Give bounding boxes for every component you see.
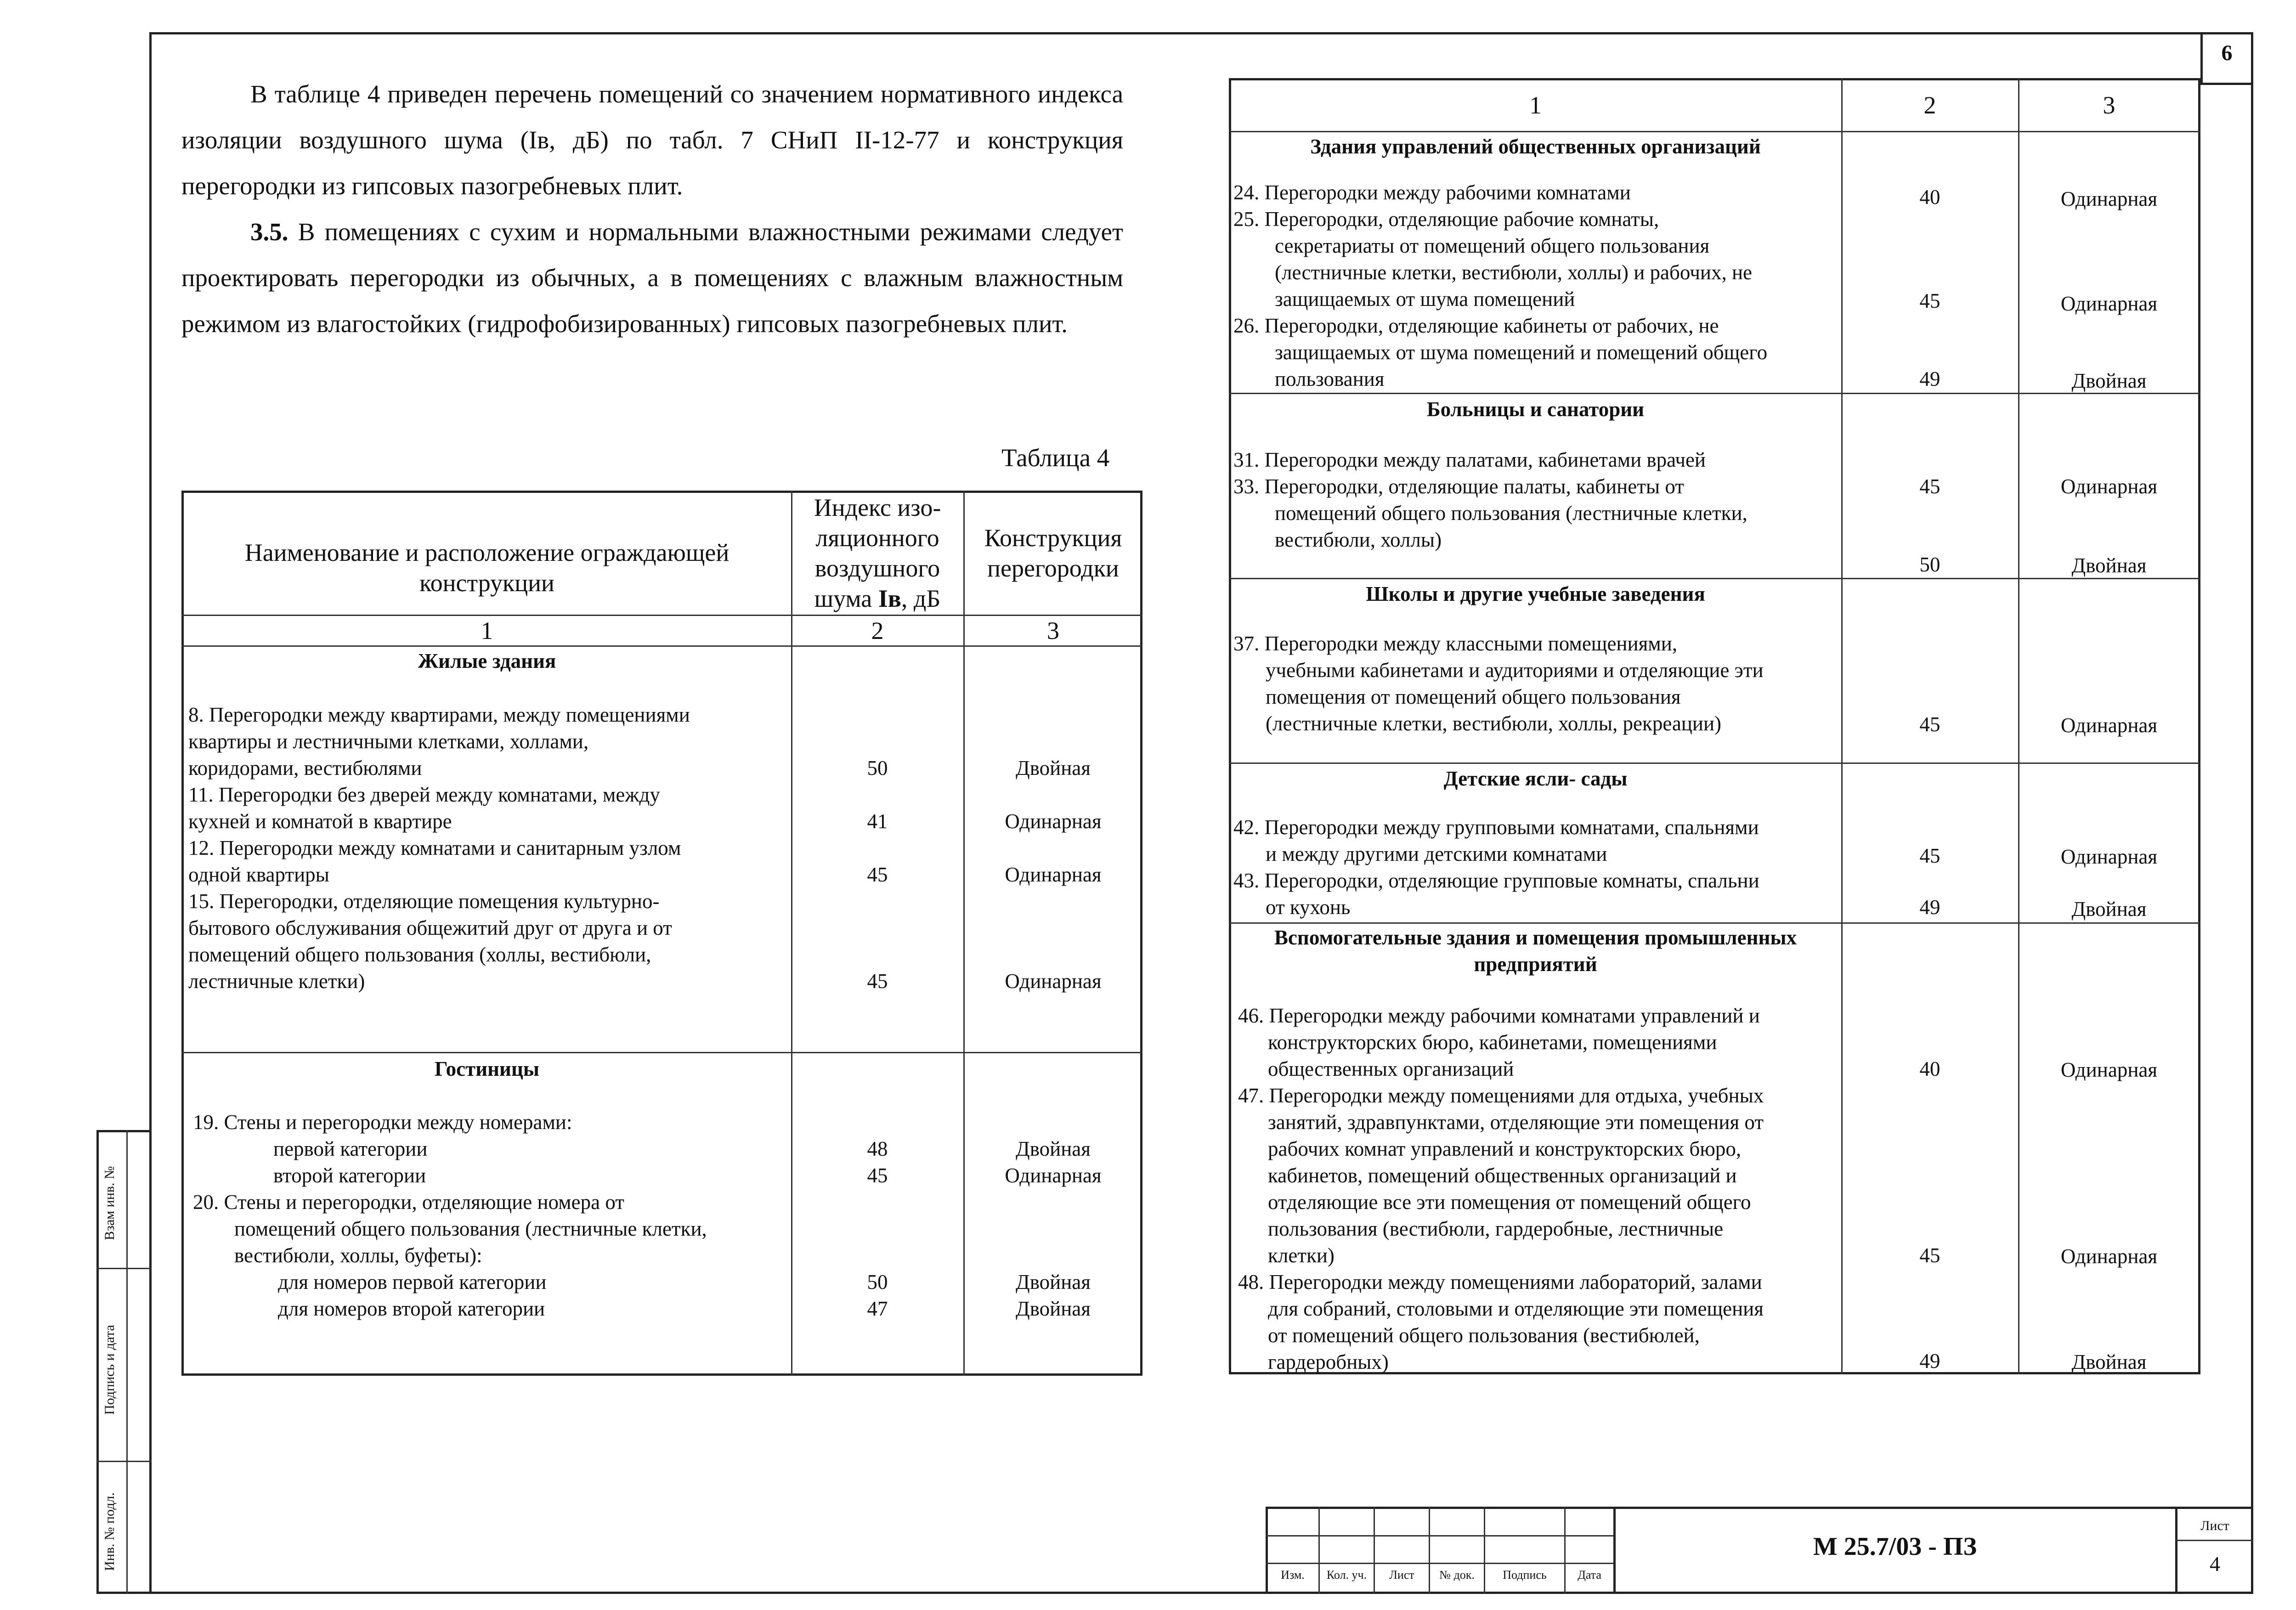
right-row-text: 26. Перегородки, отделяющие кабинеты от рабочих, не xyxy=(1233,314,1719,337)
right-row-text: отделяющие все эти помещения от помещений общего xyxy=(1268,1191,1751,1214)
right-row-text: конструкторских бюро, кабинетами, помещениями xyxy=(1268,1031,1717,1054)
right-row-text: от помещений общего пользования (вестибюлей, xyxy=(1268,1324,1700,1347)
left-header-col2-bold: Iв xyxy=(878,585,901,612)
document-code: М 25.7/03 - ПЗ xyxy=(1813,1532,1977,1561)
right-row-text: 43. Перегородки, отделяющие групповые комнаты, спальни xyxy=(1233,869,1759,892)
right-table-number-row-line xyxy=(1229,131,2200,132)
right-col-number-3: 3 xyxy=(2103,91,2115,119)
right-row-construction: Одинарная xyxy=(2060,292,2158,315)
left-section-title-residential: Жилые здания xyxy=(418,650,556,672)
right-row-value: 50 xyxy=(1919,553,1940,576)
right-row-text: от кухонь xyxy=(1266,896,1351,919)
right-row-construction: Одинарная xyxy=(2060,845,2158,868)
stamp-label-ndok: № док. xyxy=(1439,1568,1475,1582)
left-header-col2-unit: , дБ xyxy=(901,585,941,612)
right-section-title-line: Вспомогательные здания и помещения промышленных xyxy=(1274,926,1797,949)
right-table-section-line xyxy=(1229,763,2200,764)
right-row-text: клетки) xyxy=(1268,1244,1335,1267)
right-row-text: защищаемых от шума помещений и помещений общего xyxy=(1275,341,1768,364)
right-row-text: помещений общего пользования (лестничные клетки, xyxy=(1275,502,1747,525)
left-row-value: 50 xyxy=(867,757,888,780)
left-row-value: 41 xyxy=(867,810,888,833)
right-row-value: 40 xyxy=(1919,186,1940,209)
right-row-construction: Одинарная xyxy=(2060,187,2158,210)
right-row-construction: Двойная xyxy=(2071,1350,2147,1373)
side-stamp-row-line xyxy=(96,1461,152,1462)
left-row-text: вестибюли, холлы, буфеты): xyxy=(234,1244,482,1267)
intro-paragraph-2-text: В помещениях с сухим и нормальными влажностными режимами следует проектировать перегородки из обычных, а в помещениях с влажным влажностным режимом из влагостойких (гидрофобизированных) гипсовых пазогребневых плит. xyxy=(181,218,1123,338)
left-row-text: 19. Стены и перегородки между номерами: xyxy=(193,1111,572,1134)
title-block-top-border xyxy=(1266,1507,2253,1509)
stamp-label-kol: Кол. уч. xyxy=(1326,1568,1367,1582)
left-row-text: коридорами, вестибюлями xyxy=(188,757,422,780)
right-row-construction: Одинарная xyxy=(2060,1058,2158,1081)
right-row-value: 45 xyxy=(1919,475,1940,498)
left-header-col2-line: ляционного xyxy=(815,524,939,552)
right-section-title-industrial xyxy=(1231,924,1840,977)
right-row-construction: Двойная xyxy=(2071,554,2147,577)
side-label-original-inv: Инв. № подл. xyxy=(102,1492,117,1571)
intro-text xyxy=(181,71,1123,347)
left-row-value: 50 xyxy=(867,1271,888,1294)
side-stamp-divider xyxy=(126,1130,128,1594)
stamp-label-list: Лист xyxy=(1389,1568,1414,1582)
left-row-value: 48 xyxy=(867,1137,888,1160)
left-row-text: одной квартиры xyxy=(188,863,329,886)
left-row-construction: Двойная xyxy=(1016,1297,1091,1320)
title-block-col-line xyxy=(1613,1507,1616,1594)
left-section-title-hotels: Гостиницы xyxy=(434,1057,540,1080)
right-row-construction: Двойная xyxy=(2071,369,2147,392)
left-header-col2-line: воздушного xyxy=(814,554,940,582)
left-row-value: 47 xyxy=(867,1297,888,1320)
left-header-col2-line xyxy=(792,583,962,614)
side-label-signature-date: Подпись и дата xyxy=(102,1325,117,1415)
right-row-value: 49 xyxy=(1919,367,1940,390)
left-row-text: квартиры и лестничными клетками, холлами, xyxy=(188,730,589,753)
right-row-text: занятий, здравпунктами, отделяющие эти помещения от xyxy=(1268,1111,1764,1134)
left-col-number-1: 1 xyxy=(481,617,493,644)
left-row-construction: Одинарная xyxy=(1005,863,1102,886)
left-header-col1-text: Наименование и расположение ограждающей конструкции xyxy=(244,539,730,597)
left-header-col2 xyxy=(792,492,962,614)
left-table-section-line xyxy=(181,1052,1142,1053)
title-block-row-line xyxy=(1266,1535,1615,1537)
left-row-construction: Двойная xyxy=(1016,1137,1091,1160)
left-row-construction: Одинарная xyxy=(1005,1164,1102,1187)
left-row-text: помещений общего пользования (холлы, вестибюли, xyxy=(188,943,651,966)
right-row-text: 47. Перегородки между помещениями для отдыха, учебных xyxy=(1238,1084,1764,1107)
title-block-row-line xyxy=(1266,1563,1615,1564)
right-row-text: 24. Перегородки между рабочими комнатами xyxy=(1233,181,1631,204)
left-header-col2-line: Индекс изо- xyxy=(814,494,941,521)
left-row-value: 45 xyxy=(867,1164,888,1187)
left-row-text: 12. Перегородки между комнатами и санитарным узлом xyxy=(188,836,681,859)
left-row-text: 20. Стены и перегородки, отделяющие номера от xyxy=(193,1191,624,1214)
left-row-value: 45 xyxy=(867,863,888,886)
right-row-text: рабочих комнат управлений и конструкторских бюро, xyxy=(1268,1137,1742,1160)
left-row-construction: Одинарная xyxy=(1005,810,1102,833)
page-number: 6 xyxy=(2221,41,2233,65)
right-row-value: 45 xyxy=(1919,1244,1940,1267)
right-row-construction: Одинарная xyxy=(2060,1245,2158,1268)
right-row-text: 48. Перегородки между помещениями лабораторий, залами xyxy=(1238,1271,1762,1294)
intro-paragraph-2 xyxy=(181,209,1123,347)
frame-bottom-border xyxy=(96,1592,2253,1594)
right-section-title-schools: Школы и другие учебные заведения xyxy=(1366,582,1705,605)
left-header-col3-line: Конструкция xyxy=(984,524,1122,552)
right-row-text: 33. Перегородки, отделяющие палаты, кабинеты от xyxy=(1233,475,1684,498)
right-col-number-2: 2 xyxy=(1923,91,1936,119)
right-section-title-kindergartens: Детские ясли- сады xyxy=(1443,767,1628,790)
left-row-text: лестничные клетки) xyxy=(188,970,365,993)
left-header-col1 xyxy=(184,537,790,598)
left-row-value: 45 xyxy=(867,970,888,993)
right-row-value: 45 xyxy=(1919,844,1940,867)
right-row-text: вестибюли, холлы) xyxy=(1275,528,1442,551)
right-row-text: (лестничные клетки, вестибюли, холлы) и рабочих, не xyxy=(1275,261,1753,284)
side-stamp-row-line xyxy=(96,1268,152,1269)
right-row-value: 49 xyxy=(1919,896,1940,919)
right-col-number-1: 1 xyxy=(1529,91,1542,119)
sheet-number: 4 xyxy=(2210,1552,2220,1576)
left-header-col3-line: перегородки xyxy=(987,554,1119,582)
left-row-text: для номеров первой категории xyxy=(278,1271,547,1294)
right-row-text: секретариаты от помещений общего пользования xyxy=(1275,234,1710,257)
title-block-sheet-line xyxy=(2175,1540,2253,1541)
sheet-label: Лист xyxy=(2200,1518,2229,1533)
right-row-text: 46. Перегородки между рабочими комнатами управлений и xyxy=(1238,1004,1760,1027)
left-row-text: бытового обслуживания общежитий друг от друга и от xyxy=(188,916,672,939)
right-section-title-administration: Здания управлений общественных организаций xyxy=(1310,135,1761,158)
right-section-title-line: предприятий xyxy=(1474,953,1597,976)
left-col-number-2: 2 xyxy=(871,617,884,644)
right-row-value: 45 xyxy=(1919,289,1940,312)
right-row-construction: Двойная xyxy=(2071,898,2147,921)
right-row-text: общественных организаций xyxy=(1268,1057,1514,1080)
right-row-text: (лестничные клетки, вестибюли, холлы, рекреации) xyxy=(1266,712,1722,735)
right-row-text: и между другими детскими комнатами xyxy=(1266,842,1607,865)
frame-top-border xyxy=(149,32,2253,34)
section-number: 3.5. xyxy=(250,218,288,246)
left-row-construction: Одинарная xyxy=(1005,970,1102,993)
right-row-text: помещения от помещений общего пользования xyxy=(1266,685,1681,708)
intro-paragraph-1: В таблице 4 приведен перечень помещений со значением нормативного индекса изоляции воздушного шума (Iв, дБ) по табл. 7 СНиП II-12-77 и конструкция перегородки из гипсовых пазогребневых плит. xyxy=(181,80,1123,200)
left-header-col3 xyxy=(965,523,1142,583)
left-row-construction: Двойная xyxy=(1016,757,1091,780)
left-row-text: кухней и комнатой в квартире xyxy=(188,810,452,833)
right-row-text: 25. Перегородки, отделяющие рабочие комнаты, xyxy=(1233,208,1659,231)
right-row-value: 40 xyxy=(1919,1057,1940,1080)
right-row-text: 37. Перегородки между классными помещениями, xyxy=(1233,632,1678,655)
right-row-text: 42. Перегородки между групповыми комнатами, спальнями xyxy=(1233,816,1759,839)
side-label-replacement-inv: Взам инв. № xyxy=(102,1166,117,1240)
right-row-value: 45 xyxy=(1919,713,1940,736)
stamp-label-izm: Изм. xyxy=(1281,1568,1305,1582)
right-table-section-line xyxy=(1229,922,2200,924)
right-row-text: защищаемых от шума помещений xyxy=(1275,288,1575,311)
right-row-construction: Одинарная xyxy=(2060,475,2158,498)
table-caption: Таблица 4 xyxy=(1001,444,1110,472)
stamp-label-data: Дата xyxy=(1578,1568,1601,1582)
left-col-number-3: 3 xyxy=(1047,617,1059,644)
stamp-label-podpis: Подпись xyxy=(1503,1568,1547,1582)
right-row-text: 31. Перегородки между палатами, кабинетами врачей xyxy=(1233,448,1706,471)
right-row-construction: Одинарная xyxy=(2060,714,2158,737)
right-section-title-hospitals: Больницы и санатории xyxy=(1426,398,1645,421)
right-row-text: гардеробных) xyxy=(1268,1350,1389,1373)
left-row-text: помещений общего пользования (лестничные клетки, xyxy=(234,1217,707,1240)
left-row-construction: Двойная xyxy=(1016,1271,1091,1294)
right-row-text: пользования (вестибюли, гардеробные, лестничные xyxy=(1268,1217,1724,1240)
frame-right-border xyxy=(2251,32,2253,1594)
right-row-text: кабинетов, помещений общественных организаций и xyxy=(1268,1164,1737,1187)
left-row-text: первой категории xyxy=(273,1137,428,1160)
right-row-text: для собраний, столовыми и отделяющие эти помещения xyxy=(1268,1297,1764,1320)
left-row-text: 11. Перегородки без дверей между комнатами, между xyxy=(188,783,660,806)
left-header-col2-text: шума xyxy=(814,585,878,612)
left-row-text: 8. Перегородки между квартирами, между помещениями xyxy=(188,703,690,726)
right-row-text: пользования xyxy=(1275,367,1385,390)
left-row-text: второй категории xyxy=(273,1164,426,1187)
right-row-value: 49 xyxy=(1919,1350,1940,1373)
left-row-text: 15. Перегородки, отделяющие помещения культурно- xyxy=(188,890,660,913)
right-row-text: учебными кабинетами и аудиториями и отделяющие эти xyxy=(1266,659,1764,682)
left-row-text: для номеров второй категории xyxy=(278,1297,545,1320)
